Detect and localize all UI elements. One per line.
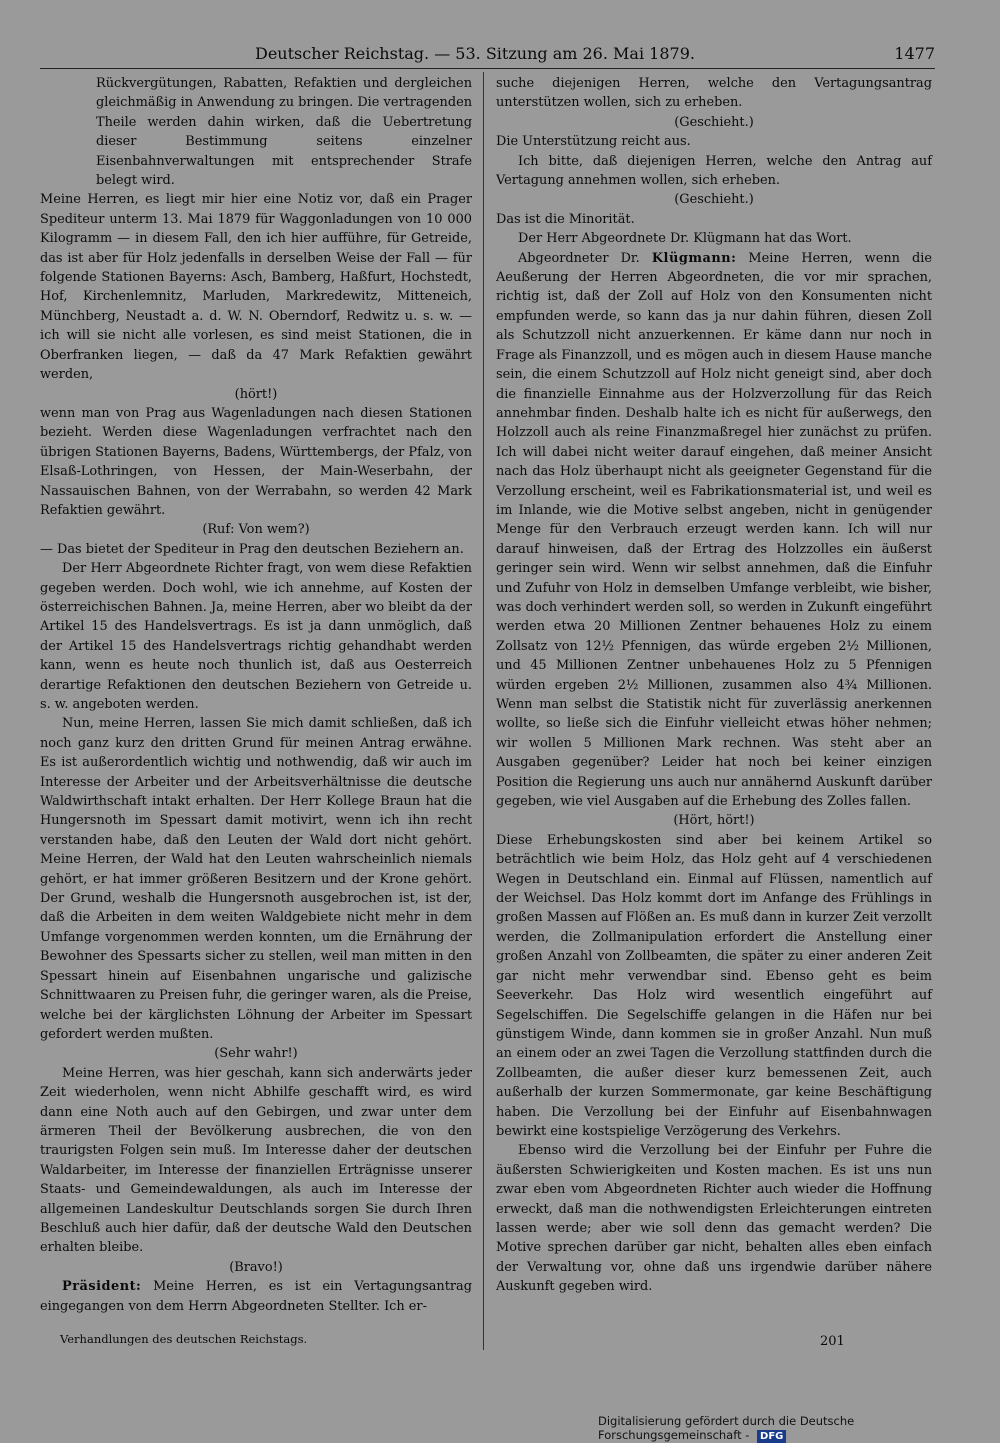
- speaker-paragraph: [40, 1277, 472, 1316]
- speech-text: Meine Herren, wenn die Aeußerung der Herren Abgeordneten, die vor mir sprachen, richtig ist, daß der Zoll auf Holz von den Konsumenten nicht empfunden werde, so kann das ja nur dahin führen, diesen Zoll als Schutzzoll nicht anzuerkennen. Er käme dann nur noch in Frage als Finanzzoll, und es mögen auch in diesem Hause manche sein, die einem Schutzzoll auf Holz nicht geneigt sind, aber doch die finanzielle Einnahme aus der Holzverzollung für das Reich annehmbar finden. Deshalb halte ich es nicht für außerwegs, den Holzzoll auch als reine Finanzmaßregel hier zunächst zu prüfen. Ich will dabei nicht weiter darauf eingehen, daß meiner Ansicht nach das Holz überhaupt nicht als geeigneter Gegenstand für die Verzollung erscheint, weil es Fabrikationsmaterial ist, und weil es im Inlande, wie die Motive selbst angeben, nicht in genügender Menge für den Verbrauch erzeugt werden kann. Ich will nur darauf hinweisen, daß der Ertrag des Holzzolles ein äußerst geringer sein wird. Wenn wir selbst annehmen, daß die Einfuhr und Zufuhr von Holz in demselben Umfange verbleibt, wie bisher, was doch verhindert werden soll, so werden in Zukunft eingeführt werden etwa 20 Millionen Zentner behauenes Holz zu einem Zollsatz von 12½ Pfennigen, das würde ergeben 2½ Millionen, und 45 Millionen Zentner unbehauenes Holz zu 5 Pfennigen würden ergeben 2½ Millionen, zusammen also 4¾ Millionen. Wenn man selbst die Statistik nicht für zuverlässig anerkennen wollte, so ließe sich die Einfuhr vielleicht etwas höher nehmen; wir wollen 5 Millionen Mark rechnen. Was steht aber an Ausgaben gegenüber? Leider hat noch bei keiner einzigen Position die Regierung uns auch nur annähernd Auskunft darüber gegeben, wie viel Ausgaben auf die Erhebung des Zolles fallen.: [496, 250, 932, 810]
- speaker-name: Klügmann:: [651, 250, 737, 266]
- interjection: (hört!): [234, 386, 278, 402]
- speaker-paragraph: [496, 249, 932, 812]
- paragraph: Die Unterstützung reicht aus.: [496, 134, 691, 150]
- footer-publication: Verhandlungen des deutschen Reichstags.: [60, 1332, 308, 1346]
- interjection: (Geschieht.): [674, 114, 754, 130]
- paragraph: — Das bietet der Spediteur in Prag den deutschen Beziehern an.: [40, 541, 464, 557]
- speaker-name: Präsident:: [62, 1279, 142, 1295]
- interjection: (Bravo!): [229, 1259, 283, 1275]
- paragraph: suche diejenigen Herren, welche den Vertagungsantrag unterstützen wollen, sich zu erheben.: [496, 76, 932, 111]
- paragraph: Meine Herren, was hier geschah, kann sich anderwärts jeder Zeit wiederholen, wenn nicht Abhilfe geschafft wird, es wird dann eine Noth auch auf den Gebirgen, und zwar unter dem ärmeren Theil der Bevölkerung ausbrechen, die von den traurigsten Folgen sein muß. Im Interesse daher der deutschen Waldarbeiter, im Interesse der finanziellen Erträgnisse unserer Staats- und Gemeindewaldungen, als auch im Interesse der allgemeinen Landeskultur Deutschlands sorgen Sie durch Ihren Beschluß auch hier dafür, daß der deutsche Wald den Deutschen erhalten bleibe.: [40, 1065, 472, 1256]
- running-header: [40, 42, 935, 69]
- interjection: (Sehr wahr!): [214, 1046, 298, 1062]
- digitization-note: Digitalisierung gefördert durch die Deutsche Forschungsgemeinschaft -: [598, 1414, 855, 1442]
- page-number: 1477: [894, 44, 935, 63]
- paragraph: Diese Erhebungskosten sind aber bei keinem Artikel so beträchtlich wie beim Holz, das Holz geht auf 4 verschiedenen Wegen in Deutschland ein. Einmal auf Flüssen, namentlich auf der Weichsel. Das Holz kommt dort im Anfange des Frühlings in großen Massen auf Flößen an. Es muß dann in kurzer Zeit verzollt werden, die Zollmanipulation erfordert die Anstellung einer großen Anzahl von Zollbeamten, die später zu einer anderen Zeit gar nicht mehr verwendbar sind. Ebenso geht es beim Seeverkehr. Das Holz wird wesentlich eingeführt auf Segelschiffen. Die Segelschiffe gelangen in die Häfen nur bei günstigem Winde, dann kommen sie in großer Anzahl. Nun muß an einem oder an zwei Tagen die Verzollung stattfinden durch die Zollbeamten, die außer dieser kurz bemessenen Zeit, auch außerhalb der kurzen Sommermonate, gar keine Beschäftigung haben. Die Verzollung bei der Einfuhr auf Eisenbahnwagen bewirkt eine kostspielige Verzögerung des Verkehrs.: [496, 832, 932, 1139]
- interjection: (Geschieht.): [674, 192, 754, 208]
- sheet-number: 201: [820, 1334, 845, 1349]
- speech-text: Meine Herren, es ist ein Vertagungsantrag eingegangen von dem Herrn Abgeordneten Stellter. Ich er-: [40, 1279, 472, 1314]
- interjection: (Hört, hört!): [673, 813, 755, 829]
- paragraph: Ich bitte, daß diejenigen Herren, welche den Antrag auf Vertagung annehmen wollen, sich erheben.: [496, 153, 932, 189]
- interjection: (Ruf: Von wem?): [202, 522, 310, 538]
- dfg-logo: DFG: [757, 1430, 786, 1443]
- paragraph: Das ist die Minorität.: [496, 211, 635, 227]
- right-column: [496, 74, 932, 1297]
- paragraph: Der Herr Abgeordnete Dr. Klügmann hat das Wort.: [518, 231, 852, 247]
- paragraph: Nun, meine Herren, lassen Sie mich damit schließen, daß ich noch ganz kurz den dritten Grund für meinen Antrag erwähne. Es ist außerordentlich wichtig und nothwendig, daß wir auch im Interesse der Arbeiter und der Arbeitsverhältnisse die deutsche Waldwirthschaft intakt erhalten. Der Herr Kollege Braun hat die Hungersnoth im Spessart damit motivirt, wenn ich ihn recht verstanden habe, daß den Leuten der Wald dort nicht gehört. Meine Herren, der Wald hat den Leuten wahrscheinlich niemals gehört, er hat immer größeren Besitzern und der Krone gehört. Der Grund, weshalb die Hungersnoth ausgebrochen ist, ist der, daß die Arbeiten in dem weiten Waldgebiete nicht mehr in dem Umfange vorgenommen werden konnten, um die Ernährung der Bewohner des Spessarts sicher zu stellen, weil man mitten in den Spessart hinein auf Eisenbahnen ungarische und galizische Schnittwaaren zu Preisen fuhr, die geringer waren, als die Preise, welche bei der kärglichsten Löhnung der Arbeiter im Spessart gefordert werden mußten.: [40, 716, 472, 1042]
- paragraph: Meine Herren, es liegt mir hier eine Notiz vor, daß ein Prager Spediteur unterm 13. Mai 1879 für Waggonladungen von 10 000 Kilogramm — in diesem Fall, den ich hier aufführe, für Getreide, das ist aber für Holz jedenfalls in derselben Weise der Fall — für folgende Stationen Bayerns: Asch, Bamberg, Haßfurt, Hochstedt, Hof, Kirchenlemnitz, Marluden, Markredewitz, Mitteneich, Münchberg, Neustadt a. d. W. N. Oberndorf, Redwitz u. s. w. — ich will sie nicht alle vorlesen, es sind meist Stationen, die in Oberfranken liegen, — daß da 47 Mark Refaktien gewährt werden,: [40, 192, 472, 383]
- speaker-title: Abgeordneter Dr.: [518, 250, 652, 266]
- paragraph: Der Herr Abgeordnete Richter fragt, von wem diese Refaktien gegeben werden. Doch wohl, wie ich annehme, auf Kosten der österreichischen Bahnen. Ja, meine Herren, aber wo bleibt da der Artikel 15 des Handelsvertrags. Es ist ja dann unmöglich, daß der Artikel 15 des Handelsvertrags richtig gehandhabt werden kann, wenn es heute noch thunlich ist, daß aus Oesterreich derartige Refaktionen den deutschen Beziehern von Getreide u. s. w. angeboten werden.: [40, 561, 472, 712]
- paragraph: Ebenso wird die Verzollung bei der Einfuhr per Fuhre die äußersten Schwierigkeiten und Kosten machen. Es ist uns nun zwar eben vom Abgeordneten Richter auch wieder die Hoffnung erweckt, daß man die nothwendigsten Erleichterungen eintreten lassen werde; aber wie soll denn das gemacht werden? Die Motive sprechen darüber gar nicht, behalten alles eben einfach der Verwaltung vor, ohne daß uns irgendwie darüber nähere Auskunft gegeben wird.: [496, 1143, 932, 1295]
- left-column: [40, 74, 472, 1316]
- header-title: Deutscher Reichstag. — 53. Sitzung am 26. Mai 1879.: [255, 44, 695, 63]
- paragraph: Rückvergütungen, Rabatten, Refaktien und dergleichen gleichmäßig in Anwendung zu bringen. Die vertragenden Theile werden dahin wirken, daß die Uebertretung dieser Bestimmung seitens einzelner Eisenbahnverwaltungen mit entsprechender Strafe belegt wird.: [96, 76, 472, 189]
- digitization-credit: [598, 1414, 1000, 1443]
- column-divider: [483, 72, 484, 1350]
- paragraph: wenn man von Prag aus Wagenladungen nach diesen Stationen bezieht. Werden diese Wagenladungen verfrachtet nach den übrigen Stationen Bayerns, Badens, Württembergs, der Pfalz, von Elsaß-Lothringen, von Hessen, der Main-Weserbahn, der Nassauischen Bahnen, von der Werrabahn, so werden 42 Mark Refaktien gewährt.: [40, 405, 472, 518]
